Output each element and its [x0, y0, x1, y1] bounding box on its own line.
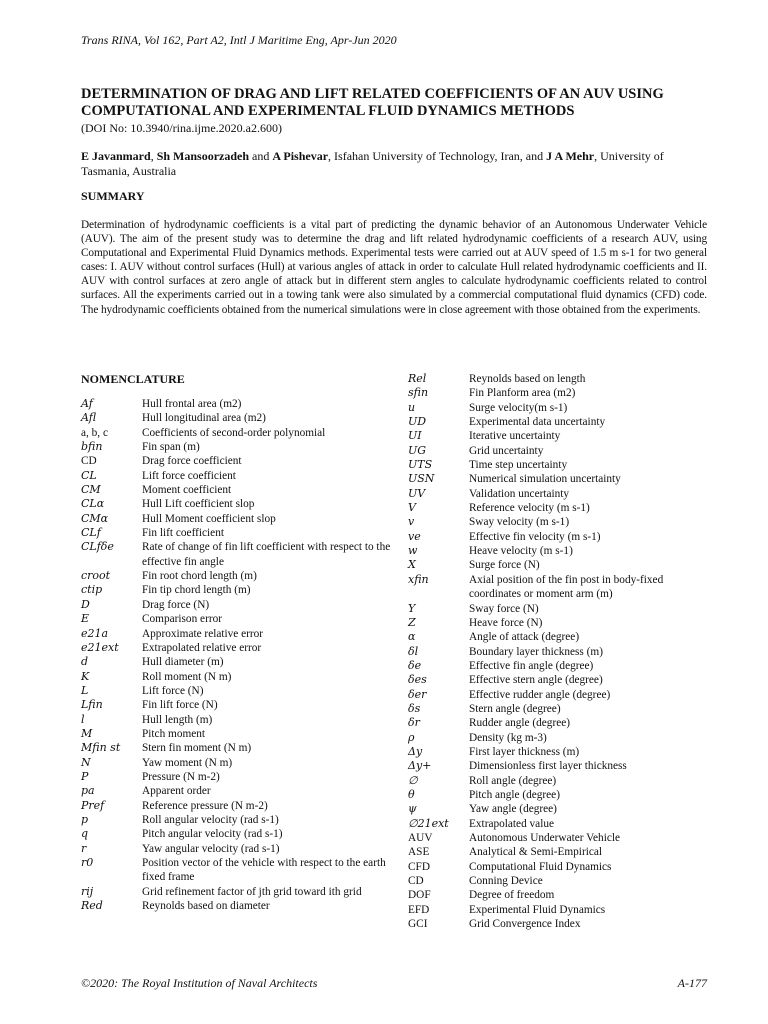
nomenclature-symbol: CFD [408, 860, 430, 873]
nomenclature-symbol: EFD [408, 903, 430, 916]
nomenclature-symbol: d [81, 655, 89, 669]
nomenclature-definition: Iterative uncertainty [469, 430, 561, 443]
nomenclature-definition: Pitch angular velocity (rad s-1) [142, 828, 283, 841]
page-footer [81, 976, 707, 991]
nomenclature-symbol: V [408, 501, 416, 515]
paper-title: DETERMINATION OF DRAG AND LIFT RELATED COEFFICIENTS OF AN AUV USING COMPUTATIONAL AND EXPERIMENTAL FLUID DYNAMICS METHODS [81, 86, 664, 119]
nomenclature-symbol: p [81, 812, 89, 826]
nomenclature-symbol: a, b, c [81, 426, 108, 439]
nomenclature-symbol: Pref [81, 798, 105, 812]
nomenclature-row [81, 426, 401, 440]
nomenclature-symbol: E [81, 612, 90, 626]
nomenclature-heading: NOMENCLATURE [81, 372, 185, 386]
author-separator: and [249, 149, 273, 163]
author-name: E Javanmard [81, 149, 151, 163]
nomenclature-definition: Rudder angle (degree) [469, 717, 570, 730]
nomenclature-symbol: D [81, 597, 90, 611]
nomenclature-row [408, 602, 708, 616]
nomenclature-row [408, 845, 708, 859]
nomenclature-row [408, 759, 708, 773]
nomenclature-row [408, 903, 708, 917]
nomenclature-definition: Pitch angle (degree) [469, 788, 560, 801]
nomenclature-symbol: δr [408, 716, 420, 730]
nomenclature-symbol: pa [81, 784, 95, 798]
nomenclature-symbol: sfin [408, 386, 429, 400]
nomenclature-definition: Drag force (N) [142, 598, 210, 611]
running-header: Trans RINA, Vol 162, Part A2, Intl J Maritime Eng, Apr-Jun 2020 [81, 33, 397, 47]
nomenclature-definition: Position vector of the vehicle with respect to the earth fixed frame [142, 857, 386, 884]
nomenclature-symbol: ρ [408, 730, 415, 744]
nomenclature-symbol: Rel [408, 372, 427, 385]
nomenclature-symbol: GCI [408, 918, 428, 931]
nomenclature-symbol: ψ [408, 802, 417, 816]
nomenclature-symbol: xfin [408, 572, 429, 586]
nomenclature-symbol: CD [81, 455, 97, 468]
nomenclature-row [81, 899, 401, 913]
nomenclature-row [408, 573, 708, 602]
nomenclature-row [408, 731, 708, 745]
nomenclature-symbol: Δy+ [408, 759, 432, 773]
nomenclature-definition: Autonomous Underwater Vehicle [469, 832, 621, 844]
nomenclature-definition: Analytical & Semi-Empirical [469, 846, 603, 859]
nomenclature-symbol: P [81, 769, 89, 783]
nomenclature-row [408, 774, 708, 788]
nomenclature-symbol: CM [81, 483, 101, 497]
nomenclature-definition: Approximate relative error [142, 627, 264, 640]
nomenclature-definition: Fin lift coefficient [142, 527, 224, 540]
nomenclature-definition: Hull Lift coefficient slop [142, 498, 255, 511]
nomenclature-row [81, 770, 401, 784]
nomenclature-definition: Lift force (N) [142, 684, 204, 697]
nomenclature-definition: First layer thickness (m) [469, 745, 580, 758]
nomenclature-definition: Fin span (m) [142, 441, 200, 454]
nomenclature-row [408, 630, 708, 644]
nomenclature-definition: Reference pressure (N m-2) [142, 799, 268, 812]
nomenclature-row [81, 411, 401, 425]
nomenclature-symbol: AUV [408, 832, 433, 844]
author-separator: , [150, 149, 157, 163]
nomenclature-definition: Hull Moment coefficient slop [142, 512, 276, 525]
nomenclature-row [408, 745, 708, 759]
nomenclature-definition: Yaw moment (N m) [142, 756, 233, 769]
nomenclature-row [81, 598, 401, 612]
nomenclature-definition: Hull longitudinal area (m2) [142, 412, 266, 425]
nomenclature-symbol: N [81, 755, 91, 769]
nomenclature-symbol: e21ext [81, 640, 119, 654]
nomenclature-symbol: α [408, 630, 416, 644]
nomenclature-definition: Grid Convergence Index [469, 918, 581, 931]
nomenclature-definition: Comparison error [142, 613, 222, 626]
nomenclature-definition: Rate of change of fin lift coefficient with respect to the effective fin angle [142, 541, 391, 568]
nomenclature-definition: Heave velocity (m s-1) [469, 545, 573, 558]
nomenclature-row [81, 526, 401, 540]
nomenclature-symbol: Δy [408, 744, 423, 758]
page-number: A-177 [677, 976, 707, 990]
nomenclature-definition: Sway velocity (m s-1) [469, 516, 570, 529]
nomenclature-row [408, 802, 708, 816]
nomenclature-row [81, 627, 401, 641]
nomenclature-row [408, 372, 708, 386]
nomenclature-row [408, 716, 708, 730]
summary-heading: SUMMARY [81, 189, 145, 203]
nomenclature-symbol: ve [408, 529, 421, 543]
nomenclature-row [81, 483, 401, 497]
nomenclature-definition: Extrapolated value [469, 817, 555, 830]
nomenclature-row [408, 501, 708, 515]
nomenclature-symbol: Af [81, 397, 93, 410]
nomenclature-definition: Fin Planform area (m2) [469, 387, 576, 400]
nomenclature-symbol: θ [408, 787, 415, 801]
nomenclature-row [408, 817, 708, 831]
nomenclature-definition: Experimental Fluid Dynamics [469, 903, 606, 916]
nomenclature-row [81, 741, 401, 755]
nomenclature-definition: Numerical simulation uncertainty [469, 473, 621, 486]
nomenclature-symbol: rij [81, 884, 94, 898]
nomenclature-definition: Yaw angle (degree) [469, 803, 557, 816]
nomenclature-definition: Angle of attack (degree) [469, 631, 580, 644]
nomenclature-definition: Surge velocity(m s-1) [469, 401, 568, 414]
nomenclature-definition: Computational Fluid Dynamics [469, 860, 612, 873]
nomenclature-symbol: v [408, 515, 415, 529]
nomenclature-row [408, 515, 708, 529]
nomenclature-symbol: M [81, 726, 93, 740]
nomenclature-symbol: UTS [408, 458, 433, 472]
nomenclature-symbol: Y [408, 601, 416, 615]
nomenclature-symbol: CLα [81, 497, 105, 511]
nomenclature-definition: Conning Device [469, 875, 543, 888]
nomenclature-symbol: L [81, 683, 89, 697]
nomenclature-symbol: δer [408, 687, 427, 701]
nomenclature-definition: Time step uncertainty [469, 459, 568, 472]
nomenclature-symbol: UG [408, 443, 427, 457]
nomenclature-row [81, 670, 401, 684]
copyright-notice: ©2020: The Royal Institution of Naval Architects [81, 976, 318, 990]
nomenclature-definition: Pitch moment [142, 727, 206, 740]
nomenclature-definition: Heave force (N) [469, 616, 543, 629]
nomenclature-symbol: CLf [81, 526, 101, 540]
nomenclature-symbol: UV [408, 486, 426, 500]
nomenclature-definition: Hull length (m) [142, 713, 213, 726]
nomenclature-row [408, 558, 708, 572]
nomenclature-symbol: DOF [408, 889, 431, 902]
nomenclature-symbol: X [408, 558, 416, 572]
nomenclature-symbol: CLfδe [81, 540, 114, 554]
nomenclature-row [81, 469, 401, 483]
author-name: A Pishevar [272, 149, 329, 163]
nomenclature-symbol: bfin [81, 440, 103, 454]
nomenclature-right-column [408, 372, 708, 931]
nomenclature-definition: Density (kg m-3) [469, 731, 547, 744]
nomenclature-row [81, 454, 401, 468]
nomenclature-symbol: UI [408, 429, 422, 443]
nomenclature-definition: Extrapolated relative error [142, 641, 262, 654]
nomenclature-symbol: q [81, 827, 89, 841]
nomenclature-symbol: w [408, 544, 418, 558]
nomenclature-row [81, 684, 401, 698]
nomenclature-row [408, 444, 708, 458]
nomenclature-definition: Grid refinement factor of jth grid toward ith grid [142, 885, 362, 898]
nomenclature-row [408, 917, 708, 931]
nomenclature-symbol: croot [81, 569, 111, 583]
nomenclature-row [408, 659, 708, 673]
nomenclature-definition: Hull diameter (m) [142, 656, 224, 669]
nomenclature-symbol: ∅ [408, 773, 418, 787]
nomenclature-definition: Sway force (N) [469, 602, 539, 615]
nomenclature-row [81, 756, 401, 770]
nomenclature-row [408, 831, 708, 845]
nomenclature-definition: Stern fin moment (N m) [142, 742, 252, 755]
nomenclature-definition: Yaw angular velocity (rad s-1) [142, 842, 280, 855]
nomenclature-symbol: Red [81, 899, 103, 913]
nomenclature-row [81, 512, 401, 526]
nomenclature-definition: Fin lift force (N) [142, 699, 218, 712]
author-name: J A Mehr [546, 149, 595, 163]
nomenclature-row [408, 458, 708, 472]
nomenclature-definition: Reference velocity (m s-1) [469, 502, 590, 515]
nomenclature-symbol: USN [408, 472, 435, 486]
nomenclature-definition: Drag force coefficient [142, 455, 242, 468]
nomenclature-symbol: Z [408, 615, 416, 629]
nomenclature-definition: Lift force coefficient [142, 469, 236, 482]
nomenclature-definition: Dimensionless first layer thickness [469, 760, 627, 773]
nomenclature-symbol: CL [81, 468, 97, 482]
nomenclature-row [408, 616, 708, 630]
nomenclature-definition: Moment coefficient [142, 484, 232, 497]
nomenclature-definition: Fin tip chord length (m) [142, 584, 251, 597]
nomenclature-row [81, 713, 401, 727]
nomenclature-row [408, 673, 708, 687]
nomenclature-definition: Pressure (N m-2) [142, 770, 220, 783]
nomenclature-row [408, 702, 708, 716]
author-list [81, 149, 707, 179]
nomenclature-row [408, 788, 708, 802]
nomenclature-definition: Effective fin velocity (m s-1) [469, 530, 601, 543]
nomenclature-symbol: CMα [81, 511, 109, 525]
nomenclature-left-column [81, 397, 401, 913]
nomenclature-row [81, 856, 401, 885]
nomenclature-definition: Surge force (N) [469, 559, 540, 572]
nomenclature-symbol: u [408, 400, 416, 414]
nomenclature-row [408, 874, 708, 888]
nomenclature-symbol: r0 [81, 856, 94, 869]
nomenclature-row [408, 472, 708, 486]
nomenclature-symbol: e21a [81, 626, 109, 640]
nomenclature-row [408, 530, 708, 544]
doi: (DOI No: 10.3940/rina.ijme.2020.a2.600) [81, 121, 282, 135]
nomenclature-symbol: ∅21ext [408, 816, 449, 830]
nomenclature-row [408, 688, 708, 702]
nomenclature-symbol: l [81, 712, 85, 726]
nomenclature-definition: Roll angle (degree) [469, 774, 557, 787]
nomenclature-row [81, 440, 401, 454]
nomenclature-definition: Effective fin angle (degree) [469, 659, 594, 672]
nomenclature-definition: Reynolds based on length [469, 373, 586, 385]
nomenclature-definition: Stern angle (degree) [469, 702, 561, 715]
author-affiliation: , University of Tasmania, Australia [81, 149, 664, 178]
nomenclature-definition: Degree of freedom [469, 889, 555, 902]
nomenclature-definition: Fin root chord length (m) [142, 570, 257, 583]
nomenclature-symbol: CD [408, 875, 424, 888]
nomenclature-definition: Experimental data uncertainty [469, 416, 606, 429]
nomenclature-definition: Grid uncertainty [469, 444, 544, 457]
summary-text: Determination of hydrodynamic coefficients is a vital part of predicting the dynamic behavior of an Autonomous Underwater Vehicle (AUV). The aim of the present study was to determine the drag and lift related hydrodynamic coefficients of a research AUV, using Computational and Experimental Fluid Dynamics methods. Experimental tests were carried out at AUV speed of 1.5 m s-1 for two general cases: I. AUV without control surfaces (Hull) at various angles of attack in order to calculate Hull related hydrodynamic coefficients and II. AUV with control surfaces at zero angle of attack but in different stern angles to calculate hydrodynamic coefficients related to control surfaces. All the experiments carried out in a towing tank were also simulated by a commercial computational fluid dynamics (CFD) code. The hydrodynamic coefficients obtained from the numerical simulations were in close agreement with those obtained from the experiments. [81, 219, 707, 316]
nomenclature-row [81, 583, 401, 597]
nomenclature-row [81, 799, 401, 813]
nomenclature-row [408, 888, 708, 902]
nomenclature-row [81, 397, 401, 411]
nomenclature-definition: Validation uncertainty [469, 487, 570, 500]
nomenclature-row [81, 497, 401, 511]
nomenclature-symbol: δl [408, 644, 419, 658]
nomenclature-row [408, 860, 708, 874]
nomenclature-symbol: K [81, 669, 90, 683]
nomenclature-row [81, 540, 401, 569]
nomenclature-definition: Boundary layer thickness (m) [469, 645, 603, 658]
nomenclature-row [408, 645, 708, 659]
nomenclature-row [81, 784, 401, 798]
nomenclature-row [408, 544, 708, 558]
author-affiliation: , Isfahan University of Technology, Iran, and [328, 149, 547, 163]
nomenclature-row [408, 487, 708, 501]
nomenclature-symbol: Mfin st [81, 741, 121, 755]
nomenclature-definition: Hull frontal area (m2) [142, 398, 242, 410]
nomenclature-definition: Axial position of the fin post in body-fixed coordinates or moment arm (m) [469, 573, 664, 601]
nomenclature-row [81, 612, 401, 626]
nomenclature-symbol: δe [408, 658, 422, 672]
nomenclature-row [81, 641, 401, 655]
nomenclature-row [81, 727, 401, 741]
nomenclature-definition: Effective rudder angle (degree) [469, 688, 611, 701]
nomenclature-symbol: ctip [81, 583, 103, 597]
nomenclature-row [408, 401, 708, 415]
nomenclature-definition: Coefficients of second-order polynomial [142, 426, 326, 439]
nomenclature-row [81, 842, 401, 856]
nomenclature-row [81, 827, 401, 841]
nomenclature-row [81, 885, 401, 899]
nomenclature-symbol: Afl [81, 411, 97, 425]
nomenclature-row [81, 569, 401, 583]
nomenclature-definition: Apparent order [142, 785, 211, 798]
author-name: Sh Mansoorzadeh [156, 149, 250, 163]
nomenclature-definition: Reynolds based on diameter [142, 900, 270, 913]
nomenclature-row [81, 698, 401, 712]
nomenclature-symbol: r [81, 841, 87, 855]
nomenclature-row [408, 386, 708, 400]
nomenclature-symbol: Lfin [81, 698, 103, 712]
nomenclature-row [81, 655, 401, 669]
nomenclature-row [408, 415, 708, 429]
nomenclature-symbol: UD [408, 415, 427, 429]
nomenclature-definition: Roll moment (N m) [142, 670, 232, 683]
nomenclature-row [81, 813, 401, 827]
nomenclature-symbol: ASE [408, 846, 430, 859]
nomenclature-symbol: δs [408, 701, 421, 715]
nomenclature-row [408, 429, 708, 443]
nomenclature-definition: Effective stern angle (degree) [469, 674, 603, 687]
nomenclature-symbol: δes [408, 673, 427, 687]
nomenclature-definition: Roll angular velocity (rad s-1) [142, 813, 279, 826]
